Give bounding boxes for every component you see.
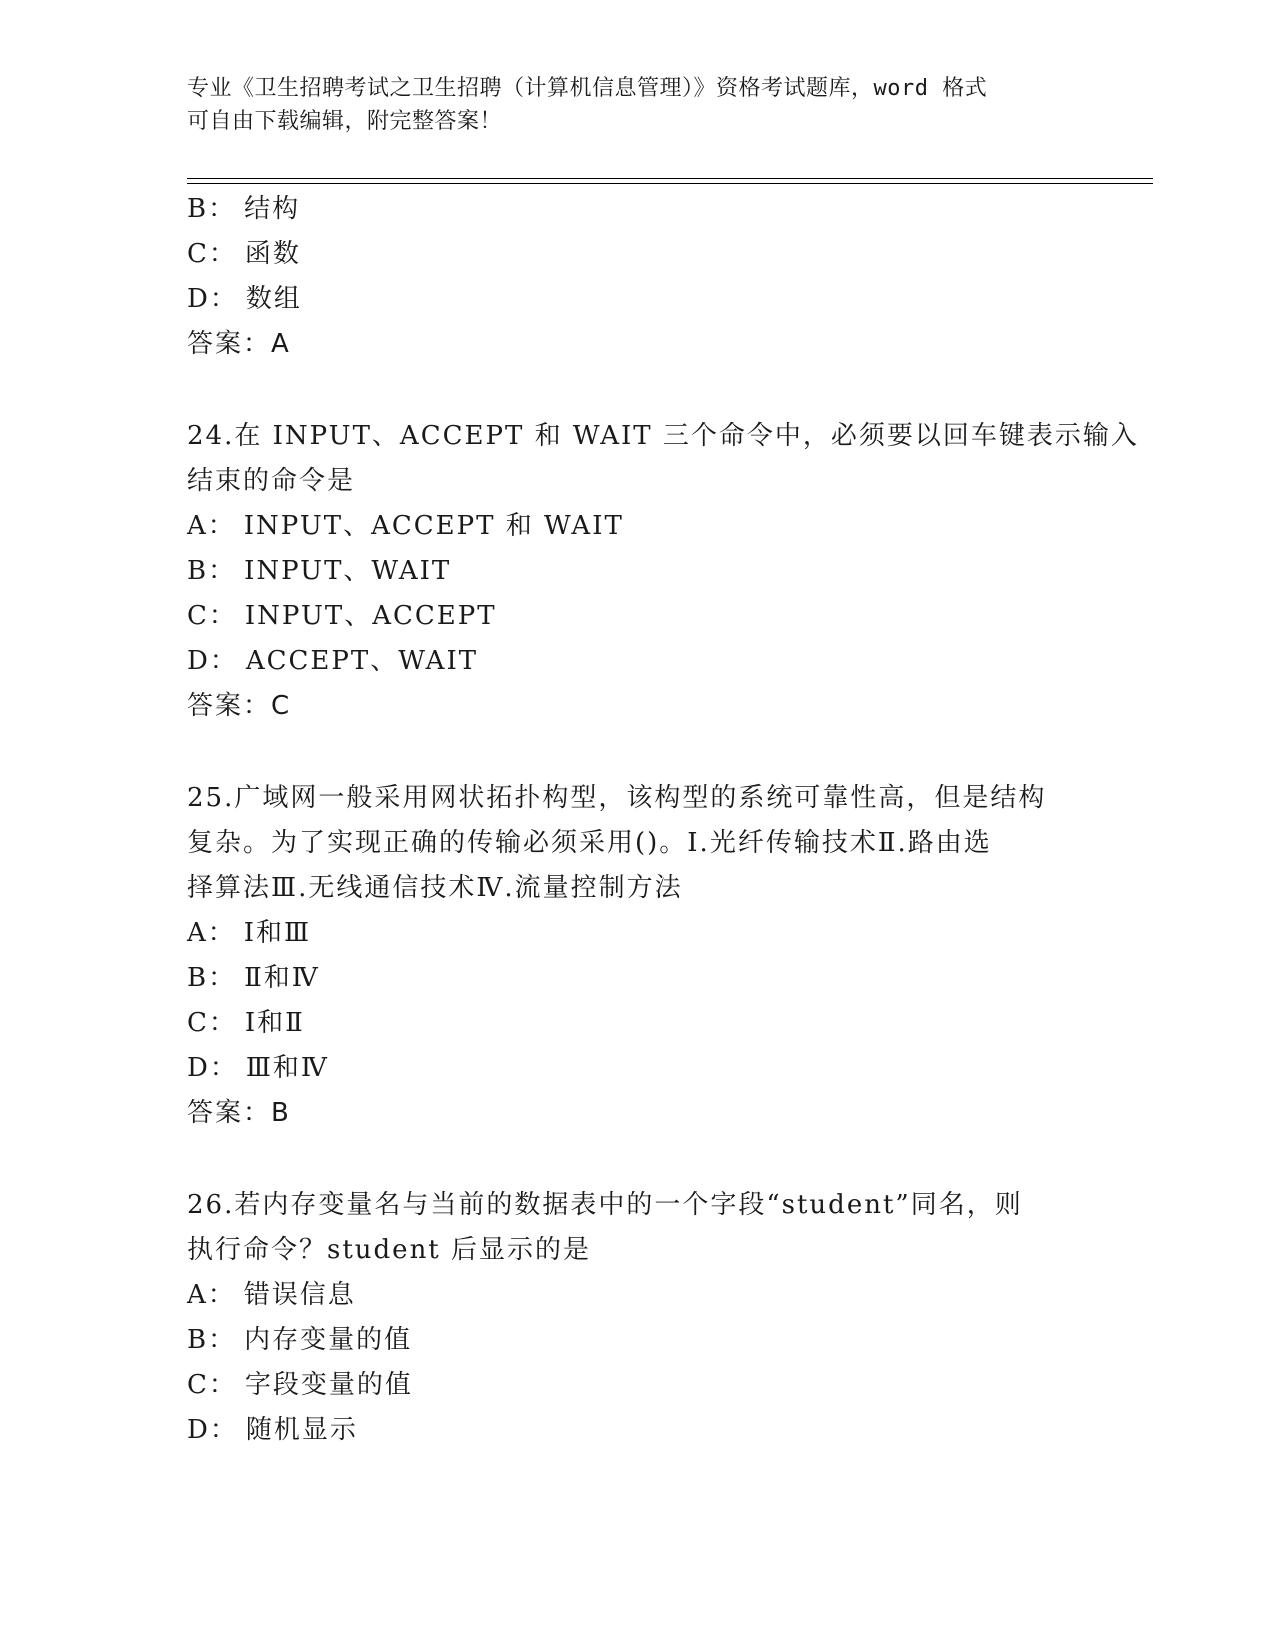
option-text: 函数 [244, 239, 301, 269]
answer-line: 答案：A [187, 329, 291, 359]
option-b [187, 187, 1087, 232]
question-stem: 执行命令？student 后显示的是 [187, 1235, 592, 1265]
option-text: 错误信息 [243, 1280, 356, 1310]
option-a [187, 504, 1087, 549]
answer-line: 答案：C [187, 691, 292, 721]
option-d [187, 1046, 1087, 1091]
answer-line: 答案：B [187, 1098, 291, 1128]
option-text: ACCEPT、WAIT [245, 646, 479, 676]
question-stem: 25.广域网一般采用网状拓扑构型，该构型的系统可靠性高，但是结构 [187, 783, 1047, 813]
option-text: INPUT、ACCEPT [244, 601, 497, 631]
option-c [187, 232, 1087, 277]
question-list [187, 187, 1139, 1453]
option-d [187, 639, 1087, 684]
option-c [187, 594, 1087, 639]
option-text: Ⅱ和Ⅳ [244, 963, 320, 993]
option-key: A： [187, 511, 236, 541]
option-text: Ⅰ和Ⅲ [243, 918, 312, 948]
option-key: C： [187, 1008, 237, 1038]
option-key: C： [187, 601, 237, 631]
option-key: D： [187, 646, 238, 676]
option-text: INPUT、ACCEPT 和 WAIT [243, 511, 624, 541]
option-key: A： [187, 918, 236, 948]
question-stem: 择算法Ⅲ.无线通信技术Ⅳ.流量控制方法 [187, 873, 683, 903]
option-d [187, 1408, 1087, 1453]
option-key: C： [187, 1370, 237, 1400]
option-key: B： [187, 963, 237, 993]
option-text: 内存变量的值 [244, 1325, 413, 1355]
option-text: 结构 [244, 194, 301, 224]
option-key: C： [187, 239, 237, 269]
option-a [187, 911, 1087, 956]
option-c [187, 1363, 1087, 1408]
option-b [187, 956, 1087, 1001]
option-b [187, 549, 1087, 594]
option-c [187, 1001, 1087, 1046]
option-text: INPUT、WAIT [244, 556, 452, 586]
option-key: D： [187, 1053, 238, 1083]
header-line-2: 可自由下载编辑，附完整答案！ [187, 109, 503, 134]
header-rule-top [187, 178, 1153, 179]
question-stem: 24.在 INPUT、ACCEPT 和 WAIT 三个命令中，必须要以回车键表示输入 [187, 421, 1139, 451]
document-header [187, 72, 1067, 138]
question-24 [187, 414, 1139, 729]
option-a [187, 1273, 1087, 1318]
header-rule-bottom [187, 183, 1153, 184]
option-text: Ⅰ和Ⅱ [244, 1008, 305, 1038]
option-text: 数组 [245, 284, 302, 314]
option-b [187, 1318, 1087, 1363]
question-23 [187, 187, 1087, 367]
option-key: B： [187, 1325, 237, 1355]
question-stem: 26.若内存变量名与当前的数据表中的一个字段“student”同名，则 [187, 1190, 1023, 1220]
option-key: A： [187, 1280, 236, 1310]
option-text: 字段变量的值 [244, 1370, 413, 1400]
header-line-1: 专业《卫生招聘考试之卫生招聘（计算机信息管理）》资格考试题库，word 格式 [187, 76, 988, 101]
option-key: B： [187, 556, 237, 586]
question-26 [187, 1183, 1087, 1453]
question-25 [187, 776, 1087, 1136]
option-d [187, 277, 1087, 322]
option-text: Ⅲ和Ⅳ [245, 1053, 329, 1083]
question-stem: 结束的命令是 [187, 466, 356, 496]
option-key: D： [187, 284, 238, 314]
option-text: 随机显示 [245, 1415, 358, 1445]
option-key: B： [187, 194, 237, 224]
question-stem: 复杂。为了实现正确的传输必须采用()。Ⅰ.光纤传输技术Ⅱ.路由选 [187, 828, 992, 858]
option-key: D： [187, 1415, 238, 1445]
